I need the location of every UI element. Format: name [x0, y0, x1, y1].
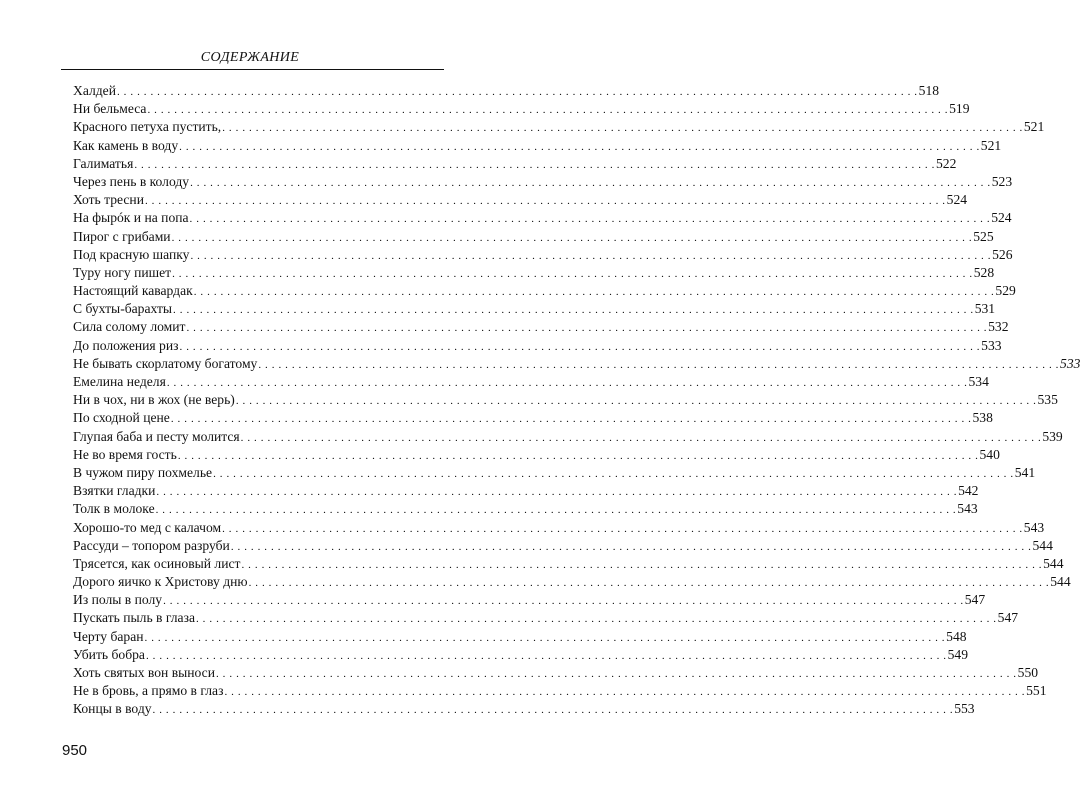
toc-entry-page: 533: [1060, 355, 1080, 371]
running-head: СОДЕРЖАНИЕ: [200, 50, 300, 65]
toc-entry: [73, 118, 1045, 136]
toc-entry-title: Пирог с грибами: [73, 228, 171, 244]
toc-entry: [73, 446, 1000, 464]
toc-entry-title: Из полы в полу: [73, 592, 163, 608]
dot-leader: . . . . . . . . . . . . . . . . . . . . . . . . . . . . . . . . . . . . . . . . . . . . . . . . . . . . . . . . . . . . . . . . . . . . . . . . . . . . . . . . . . . . . . . . . . . . . . . . . . . . . . . . . . . . . . . . . . . . . . . .: [189, 213, 991, 226]
toc-entry: [73, 246, 1013, 264]
toc-entry: [73, 682, 1047, 700]
dot-leader: . . . . . . . . . . . . . . . . . . . . . . . . . . . . . . . . . . . . . . . . . . . . . . . . . . . . . . . . . . . . . . . . . . . . . . . . . . . . . . . . . . . . . . . . . . . . . . . . . . . . . . . . . . . . . . . . . . . . . . . .: [179, 140, 980, 153]
toc-entry-title: До положения риз: [73, 337, 179, 353]
toc-entry: [73, 100, 970, 118]
dot-leader: . . . . . . . . . . . . . . . . . . . . . . . . . . . . . . . . . . . . . . . . . . . . . . . . . . . . . . . . . . . . . . . . . . . . . . . . . . . . . . . . . . . . . . . . . . . . . . . . . . . . . . . . . . . . . . . . . . . . . . . .: [215, 668, 1017, 680]
toc-entry-page: 549: [947, 646, 969, 662]
toc-entry-title: Рассуди – топором разруби: [73, 537, 230, 553]
dot-leader: . . . . . . . . . . . . . . . . . . . . . . . . . . . . . . . . . . . . . . . . . . . . . . . . . . . . . . . . . . . . . . . . . . . . . . . . . . . . . . . . . . . . . . . . . . . . . . . . . . . . . . . . . . . . . . . . . . . . . . . .: [163, 595, 964, 608]
dot-leader: . . . . . . . . . . . . . . . . . . . . . . . . . . . . . . . . . . . . . . . . . . . . . . . . . . . . . . . . . . . . . . . . . . . . . . . . . . . . . . . . . . . . . . . . . . . . . . . . . . . . . . . . . . . . . . . . . . . . . . . .: [235, 395, 1037, 408]
dot-leader: . . . . . . . . . . . . . . . . . . . . . . . . . . . . . . . . . . . . . . . . . . . . . . . . . . . . . . . . . . . . . . . . . . . . . . . . . . . . . . . . . . . . . . . . . . . . . . . . . . . . . . . . . . . . . . . . . . . . . . . .: [224, 686, 1026, 699]
toc-entry: [73, 409, 993, 427]
toc-entry-title: Емелина неделя: [73, 374, 166, 389]
dot-leader: . . . . . . . . . . . . . . . . . . . . . . . . . . . . . . . . . . . . . . . . . . . . . . . . . . . . . . . . . . . . . . . . . . . . . . . . . . . . . . . . . . . . . . . . . . . . . . . . . . . . . . . . . . . . . . . . . . . . . . . .: [152, 704, 954, 717]
toc-entry: [73, 482, 979, 500]
toc-entry: [73, 282, 1016, 300]
toc-entry-page: 547: [964, 592, 986, 608]
dot-leader: . . . . . . . . . . . . . . . . . . . . . . . . . . . . . . . . . . . . . . . . . . . . . . . . . . . . . . . . . . . . . . . . . . . . . . . . . . . . . . . . . . . . . . . . . . . . . . . . . . . . . . . . . . . . . . . . . . . . . . . .: [195, 613, 997, 626]
toc-entry-page: 534: [968, 374, 989, 389]
toc-entry-page: 542: [958, 483, 979, 499]
toc-entry-title: Ни в чох, ни в жох (не верь): [73, 392, 235, 408]
toc-entry: [73, 155, 957, 173]
toc-entry: [73, 82, 940, 100]
toc-entry-title: Настоящий кавардак: [73, 283, 193, 299]
toc-entry-title: Не бывать скорлатому богатому: [73, 355, 258, 371]
toc-entry-page: 544: [1043, 555, 1064, 571]
toc-entry-title: Концы в воду: [73, 701, 152, 717]
toc-entry: [73, 519, 1045, 537]
toc-entry: [73, 173, 1013, 191]
toc-entry-title: Взятки гладки: [73, 483, 156, 499]
toc-entry: [73, 228, 994, 246]
toc-list: [73, 82, 1080, 719]
toc-entry-page: 533: [981, 337, 1002, 353]
toc-entry: [73, 137, 1002, 155]
dot-leader: . . . . . . . . . . . . . . . . . . . . . . . . . . . . . . . . . . . . . . . . . . . . . . . . . . . . . . . . . . . . . . . . . . . . . . . . . . . . . . . . . . . . . . . . . . . . . . . . . . . . . . . . . . . . . . . . . . . . . . . .: [144, 195, 946, 208]
toc-entry-title: Дорого яичко к Христову дню: [73, 574, 248, 590]
toc-entry-title: Глупая баба и песту молится: [73, 428, 240, 444]
toc-entry: [73, 573, 1071, 591]
dot-leader: . . . . . . . . . . . . . . . . . . . . . . . . . . . . . . . . . . . . . . . . . . . . . . . . . . . . . . . . . . . . . . . . . . . . . . . . . . . . . . . . . . . . . . . . . . . . . . . . . . . . . . . . . . . . . . . . . . . . . . . .: [166, 377, 968, 389]
toc-entry-title: Через пень в колоду: [73, 173, 190, 189]
dot-leader: . . . . . . . . . . . . . . . . . . . . . . . . . . . . . . . . . . . . . . . . . . . . . . . . . . . . . . . . . . . . . . . . . . . . . . . . . . . . . . . . . . . . . . . . . . . . . . . . . . . . . . . . . . . . . . . . . . . . . . . .: [116, 86, 918, 98]
toc-entry: [73, 300, 996, 318]
toc-entry-page: 529: [995, 283, 1016, 299]
toc-entry-page: 539: [1042, 428, 1063, 444]
toc-entry-title: Убить бобра: [73, 646, 145, 662]
dot-leader: . . . . . . . . . . . . . . . . . . . . . . . . . . . . . . . . . . . . . . . . . . . . . . . . . . . . . . . . . . . . . . . . . . . . . . . . . . . . . . . . . . . . . . . . . . . . . . . . . . . . . . . . . . . . . . . . . . . . . . . .: [155, 504, 957, 517]
toc-entry: [73, 464, 1036, 482]
toc-entry-page: 521: [1023, 119, 1045, 135]
dot-leader: . . . . . . . . . . . . . . . . . . . . . . . . . . . . . . . . . . . . . . . . . . . . . . . . . . . . . . . . . . . . . . . . . . . . . . . . . . . . . . . . . . . . . . . . . . . . . . . . . . . . . . . . . . . . . . . . . . . . . . . .: [144, 631, 946, 644]
toc-entry-page: 531: [974, 301, 996, 317]
dot-leader: . . . . . . . . . . . . . . . . . . . . . . . . . . . . . . . . . . . . . . . . . . . . . . . . . . . . . . . . . . . . . . . . . . . . . . . . . . . . . . . . . . . . . . . . . . . . . . . . . . . . . . . . . . . . . . . . . . . . . . . .: [193, 286, 995, 299]
toc-entry: [73, 337, 1002, 355]
toc-entry: [73, 428, 1063, 446]
toc-entry-title: Хоть тресни: [73, 192, 144, 208]
dot-leader: . . . . . . . . . . . . . . . . . . . . . . . . . . . . . . . . . . . . . . . . . . . . . . . . . . . . . . . . . . . . . . . . . . . . . . . . . . . . . . . . . . . . . . . . . . . . . . . . . . . . . . . . . . . . . . . . . . . . . . . .: [222, 522, 1023, 535]
toc-entry: [73, 264, 995, 282]
toc-entry-page: 535: [1037, 392, 1058, 408]
toc-entry-page: 547: [997, 610, 1019, 626]
toc-entry: [73, 355, 1080, 373]
toc-entry-page: 553: [954, 701, 975, 717]
toc-entry-title: Не во время гость: [73, 446, 177, 462]
dot-leader: . . . . . . . . . . . . . . . . . . . . . . . . . . . . . . . . . . . . . . . . . . . . . . . . . . . . . . . . . . . . . . . . . . . . . . . . . . . . . . . . . . . . . . . . . . . . . . . . . . . . . . . . . . . . . . . . . . . . . . . .: [240, 431, 1042, 444]
toc-entry-title: Под красную шапку: [73, 246, 190, 262]
dot-leader: . . . . . . . . . . . . . . . . . . . . . . . . . . . . . . . . . . . . . . . . . . . . . . . . . . . . . . . . . . . . . . . . . . . . . . . . . . . . . . . . . . . . . . . . . . . . . . . . . . . . . . . . . . . . . . . . . . . . . . . .: [258, 358, 1060, 371]
toc-entry-title: Черту баран: [73, 628, 144, 644]
toc-entry-title: На фырóк и на попа: [73, 210, 189, 226]
toc-entry-title: Ни бельмеса: [73, 101, 147, 117]
toc-entry-title: Не в бровь, а прямо в глаз: [73, 683, 224, 699]
header-rule: [61, 69, 444, 70]
toc-entry-title: Трясется, как осиновый лист: [73, 555, 241, 571]
dot-leader: . . . . . . . . . . . . . . . . . . . . . . . . . . . . . . . . . . . . . . . . . . . . . . . . . . . . . . . . . . . . . . . . . . . . . . . . . . . . . . . . . . . . . . . . . . . . . . . . . . . . . . . . . . . . . . . . . . . . . . . .: [179, 340, 981, 353]
dot-leader: . . . . . . . . . . . . . . . . . . . . . . . . . . . . . . . . . . . . . . . . . . . . . . . . . . . . . . . . . . . . . . . . . . . . . . . . . . . . . . . . . . . . . . . . . . . . . . . . . . . . . . . . . . . . . . . . . . . . . . . .: [171, 231, 973, 244]
toc-entry-page: 544: [1032, 537, 1053, 553]
toc-entry: [73, 555, 1064, 573]
dot-leader: . . . . . . . . . . . . . . . . . . . . . . . . . . . . . . . . . . . . . . . . . . . . . . . . . . . . . . . . . . . . . . . . . . . . . . . . . . . . . . . . . . . . . . . . . . . . . . . . . . . . . . . . . . . . . . . . . . . . . . . .: [156, 486, 958, 499]
toc-entry-page: 521: [980, 137, 1002, 153]
dot-leader: . . . . . . . . . . . . . . . . . . . . . . . . . . . . . . . . . . . . . . . . . . . . . . . . . . . . . . . . . . . . . . . . . . . . . . . . . . . . . . . . . . . . . . . . . . . . . . . . . . . . . . . . . . . . . . . . . . . . . . . .: [177, 449, 979, 462]
toc-entry: [73, 537, 1053, 555]
dot-leader: . . . . . . . . . . . . . . . . . . . . . . . . . . . . . . . . . . . . . . . . . . . . . . . . . . . . . . . . . . . . . . . . . . . . . . . . . . . . . . . . . . . . . . . . . . . . . . . . . . . . . . . . . . . . . . . . . . . . . . . .: [190, 176, 991, 189]
toc-entry: [73, 209, 1012, 227]
dot-leader: . . . . . . . . . . . . . . . . . . . . . . . . . . . . . . . . . . . . . . . . . . . . . . . . . . . . . . . . . . . . . . . . . . . . . . . . . . . . . . . . . . . . . . . . . . . . . . . . . . . . . . . . . . . . . . . . . . . . . . . .: [173, 304, 974, 317]
toc-entry: [73, 391, 1058, 409]
toc-entry-title: По сходной цене: [73, 410, 170, 426]
toc-entry: [73, 373, 989, 391]
toc-entry-title: С бухты-барахты: [73, 301, 173, 317]
toc-entry: [73, 646, 969, 664]
toc-entry: [73, 591, 986, 609]
dot-leader: . . . . . . . . . . . . . . . . . . . . . . . . . . . . . . . . . . . . . . . . . . . . . . . . . . . . . . . . . . . . . . . . . . . . . . . . . . . . . . . . . . . . . . . . . . . . . . . . . . . . . . . . . . . . . . . . . . . . . . . .: [147, 104, 949, 117]
toc-entry: [73, 609, 1019, 627]
toc-entry-title: Халдей: [73, 83, 116, 98]
toc-entry-title: Пускать пыль в глаза: [73, 610, 195, 626]
toc-entry-title: Сила солому ломит: [73, 319, 186, 335]
toc-entry-title: Хорошо-то мед с калачом: [73, 519, 222, 535]
toc-entry-title: В чужом пиру похмелье: [73, 464, 213, 480]
toc-entry: [73, 628, 967, 646]
toc-entry-page: 523: [991, 173, 1013, 189]
toc-entry: [73, 700, 975, 718]
toc-entry: [73, 664, 1039, 682]
dot-leader: . . . . . . . . . . . . . . . . . . . . . . . . . . . . . . . . . . . . . . . . . . . . . . . . . . . . . . . . . . . . . . . . . . . . . . . . . . . . . . . . . . . . . . . . . . . . . . . . . . . . . . . . . . . . . . . . . . . . . . . .: [213, 467, 1014, 480]
toc-entry-page: 551: [1026, 683, 1047, 699]
dot-leader: . . . . . . . . . . . . . . . . . . . . . . . . . . . . . . . . . . . . . . . . . . . . . . . . . . . . . . . . . . . . . . . . . . . . . . . . . . . . . . . . . . . . . . . . . . . . . . . . . . . . . . . . . . . . . . . . . . . . . . . .: [248, 577, 1050, 590]
dot-leader: . . . . . . . . . . . . . . . . . . . . . . . . . . . . . . . . . . . . . . . . . . . . . . . . . . . . . . . . . . . . . . . . . . . . . . . . . . . . . . . . . . . . . . . . . . . . . . . . . . . . . . . . . . . . . . . . . . . . . . . .: [241, 558, 1043, 571]
toc-entry-page: 544: [1050, 574, 1071, 590]
toc-entry-page: 541: [1014, 464, 1036, 480]
toc-entry: [73, 318, 1009, 336]
toc-entry-page: 550: [1017, 665, 1039, 680]
page-number: 950: [62, 742, 88, 759]
toc-entry-title: Толк в молоке: [73, 501, 155, 517]
toc-entry: [73, 500, 978, 518]
dot-leader: . . . . . . . . . . . . . . . . . . . . . . . . . . . . . . . . . . . . . . . . . . . . . . . . . . . . . . . . . . . . . . . . . . . . . . . . . . . . . . . . . . . . . . . . . . . . . . . . . . . . . . . . . . . . . . . . . . . . . . . .: [134, 158, 935, 171]
dot-leader: . . . . . . . . . . . . . . . . . . . . . . . . . . . . . . . . . . . . . . . . . . . . . . . . . . . . . . . . . . . . . . . . . . . . . . . . . . . . . . . . . . . . . . . . . . . . . . . . . . . . . . . . . . . . . . . . . . . . . . . .: [145, 649, 947, 662]
toc-entry-title: Красного петуха пустить,: [73, 119, 222, 135]
toc-entry-title: Хоть святых вон выноси: [73, 665, 215, 680]
dot-leader: . . . . . . . . . . . . . . . . . . . . . . . . . . . . . . . . . . . . . . . . . . . . . . . . . . . . . . . . . . . . . . . . . . . . . . . . . . . . . . . . . . . . . . . . . . . . . . . . . . . . . . . . . . . . . . . . . . . . . . . .: [222, 122, 1023, 135]
toc-entry-page: 528: [973, 264, 995, 280]
toc-entry-page: 532: [988, 319, 1009, 335]
dot-leader: . . . . . . . . . . . . . . . . . . . . . . . . . . . . . . . . . . . . . . . . . . . . . . . . . . . . . . . . . . . . . . . . . . . . . . . . . . . . . . . . . . . . . . . . . . . . . . . . . . . . . . . . . . . . . . . . . . . . . . . .: [230, 540, 1032, 553]
toc-entry-page: 522: [935, 155, 957, 171]
toc-entry-page: 525: [973, 228, 994, 244]
toc-entry-page: 519: [949, 101, 970, 117]
dot-leader: . . . . . . . . . . . . . . . . . . . . . . . . . . . . . . . . . . . . . . . . . . . . . . . . . . . . . . . . . . . . . . . . . . . . . . . . . . . . . . . . . . . . . . . . . . . . . . . . . . . . . . . . . . . . . . . . . . . . . . . .: [190, 249, 992, 262]
toc-entry-page: 526: [992, 246, 1013, 262]
toc-entry-page: 548: [946, 628, 967, 644]
dot-leader: . . . . . . . . . . . . . . . . . . . . . . . . . . . . . . . . . . . . . . . . . . . . . . . . . . . . . . . . . . . . . . . . . . . . . . . . . . . . . . . . . . . . . . . . . . . . . . . . . . . . . . . . . . . . . . . . . . . . . . . .: [170, 413, 972, 426]
toc-entry-page: 543: [1023, 519, 1045, 535]
toc-entry: [73, 191, 968, 209]
toc-entry-title: Галиматья: [73, 155, 134, 171]
toc-entry-page: 524: [946, 192, 968, 208]
toc-entry-page: 518: [918, 83, 940, 98]
toc-entry-page: 543: [957, 501, 978, 517]
toc-entry-title: Как камень в воду: [73, 137, 179, 153]
dot-leader: . . . . . . . . . . . . . . . . . . . . . . . . . . . . . . . . . . . . . . . . . . . . . . . . . . . . . . . . . . . . . . . . . . . . . . . . . . . . . . . . . . . . . . . . . . . . . . . . . . . . . . . . . . . . . . . . . . . . . . . .: [186, 322, 988, 335]
toc-entry-page: 540: [979, 446, 1000, 462]
toc-entry-title: Туру ногу пишет: [73, 264, 172, 280]
dot-leader: . . . . . . . . . . . . . . . . . . . . . . . . . . . . . . . . . . . . . . . . . . . . . . . . . . . . . . . . . . . . . . . . . . . . . . . . . . . . . . . . . . . . . . . . . . . . . . . . . . . . . . . . . . . . . . . . . . . . . . . .: [172, 267, 973, 280]
toc-entry-page: 524: [991, 210, 1012, 226]
toc-entry-page: 538: [972, 410, 993, 426]
